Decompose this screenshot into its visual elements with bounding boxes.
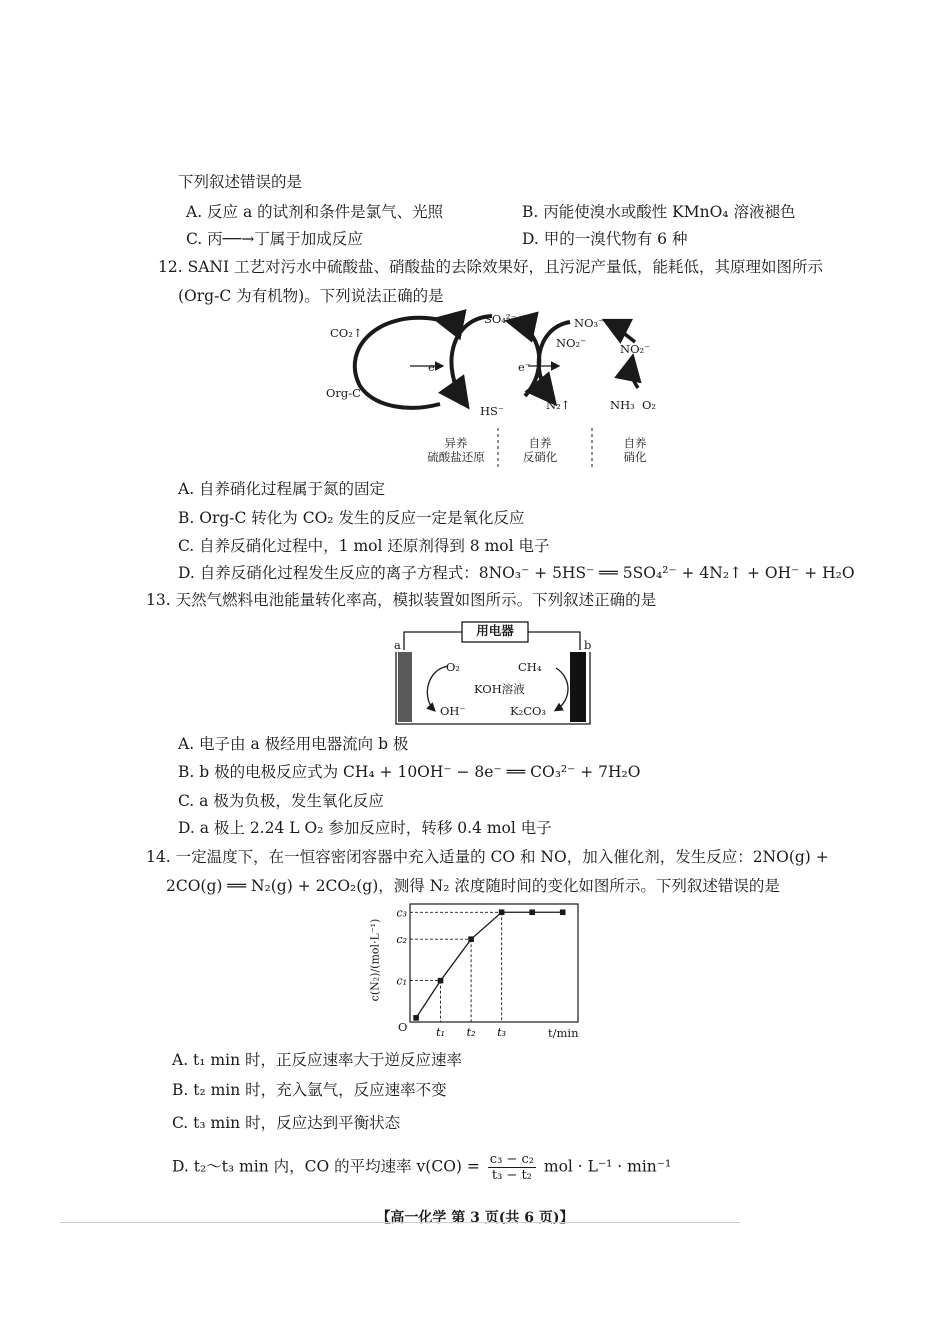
co2-label: CO₂↑ xyxy=(330,326,363,340)
x-tick-2: t₂ xyxy=(466,1026,476,1039)
region-2-label: 自养 反硝化 xyxy=(522,436,558,464)
q13-option-c: C. a 极为负极，发生氧化反应 xyxy=(178,792,384,810)
rate-fraction xyxy=(488,1152,536,1183)
q13-option-a: A. 电子由 a 极经用电器流向 b 极 xyxy=(178,735,409,753)
region-3-label: 自养 硝化 xyxy=(623,436,647,464)
o2-label: O₂ xyxy=(446,660,461,674)
q12-option-d: D. 自养反硝化过程发生反应的离子方程式：8NO₃⁻ + 5HS⁻ ══ 5SO₄²⁻ + 4N₂↑ + OH⁻ + H₂O xyxy=(178,564,855,582)
q14-option-b: B. t₂ min 时，充入氩气，反应速率不变 xyxy=(172,1081,447,1099)
chart-frame xyxy=(410,904,578,1022)
x-tick-3: t₃ xyxy=(497,1026,507,1039)
nitrite-label-1: NO₂⁻ xyxy=(556,336,587,350)
chart-svg xyxy=(378,898,593,1044)
q14-option-d-text: D. t₂～t₃ min 内，CO 的平均速率 v(CO) = xyxy=(172,1157,480,1176)
x-tick-1: t₁ xyxy=(436,1026,445,1039)
q14-option-a: A. t₁ min 时，正反应速率大于逆反应速率 xyxy=(172,1051,462,1069)
x-axis-label: t/min xyxy=(548,1026,579,1040)
footer-rule xyxy=(60,1222,740,1223)
oxygen-label: O₂ xyxy=(642,398,657,412)
k2co3-label: K₂CO₃ xyxy=(510,704,547,718)
wire-left xyxy=(404,632,462,650)
rate-denominator: t₃ − t₂ xyxy=(491,1168,532,1183)
q14-option-d xyxy=(172,1152,671,1183)
data-point-2 xyxy=(438,978,444,984)
q13-option-b: B. b 极的电极反应式为 CH₄ + 10OH⁻ − 8e⁻ ══ CO₃²⁻ + 7H₂O xyxy=(178,763,641,781)
nitrate-label: NO₃⁻ xyxy=(574,316,605,330)
origin-label: O xyxy=(398,1020,408,1034)
fuel-cell-diagram xyxy=(390,618,600,728)
nitrite-arrow xyxy=(608,322,635,342)
q13-stem: 13. 天然气燃料电池能量转化率高，模拟装置如图所示。下列叙述正确的是 xyxy=(146,591,657,609)
data-point-6 xyxy=(560,909,566,915)
sulfate-label: SO₄²⁻ xyxy=(484,312,517,326)
q13-option-d: D. a 极上 2.24 L O₂ 参加反应时，转移 0.4 mol 电子 xyxy=(178,819,552,837)
q12-option-c: C. 自养反硝化过程中，1 mol 还原剂得到 8 mol 电子 xyxy=(178,537,550,555)
series-line xyxy=(416,912,563,1018)
ch4-label: CH₄ xyxy=(518,660,542,674)
ammonia-arrow xyxy=(631,360,638,388)
rate-numerator: c₃ − c₂ xyxy=(489,1152,534,1167)
electrode-b xyxy=(570,652,586,722)
hydroxide-label: OH⁻ xyxy=(440,704,466,718)
y-tick-2: c₂ xyxy=(396,933,407,947)
y-axis-label: c(N₂)/(mol·L⁻¹) xyxy=(368,918,382,1002)
device-label: 用电器 xyxy=(476,623,514,638)
q11-option-c: C. 丙──→丁属于加成反应 xyxy=(186,230,363,248)
data-point-3 xyxy=(468,936,474,942)
q12-stem-line1: 12. SANI 工艺对污水中硫酸盐、硝酸盐的去除效果好，且污泥产量低，能耗低，其原理如图所示 xyxy=(158,258,824,276)
q12-stem-line2: (Org-C 为有机物)。下列说法正确的是 xyxy=(178,287,444,305)
ammonia-label: NH₃ xyxy=(610,398,635,412)
nitrite-label-2: NO₂⁻ xyxy=(620,342,651,356)
nitrogen-label: N₂↑ xyxy=(546,398,571,412)
y-tick-1: c₁ xyxy=(396,974,407,988)
q11-stem: 下列叙述错误的是 xyxy=(178,173,303,191)
koh-label: KOH溶液 xyxy=(474,682,525,696)
org-c-label: Org-C xyxy=(326,386,361,400)
methane-arc xyxy=(556,668,568,710)
sulfide-arc xyxy=(512,322,539,396)
q11-option-d: D. 甲的一溴代物有 6 种 xyxy=(522,230,688,248)
page-footer: 【高一化学 第 3 页(共 6 页)】 xyxy=(376,1210,574,1226)
q14-stem-line1: 14. 一定温度下，在一恒容密闭容器中充入适量的 CO 和 NO，加入催化剂，发生反应：2NO(g) + xyxy=(146,848,829,866)
wire-right xyxy=(528,632,580,650)
q14-stem-line2: 2CO(g) ══ N₂(g) + 2CO₂(g)，测得 N₂ 浓度随时间的变化如图所示。下列叙述错误的是 xyxy=(166,877,780,895)
nitrate-arc xyxy=(539,322,570,400)
q12-option-b: B. Org-C 转化为 CO₂ 发生的反应一定是氧化反应 xyxy=(178,509,525,527)
sulfate-arc xyxy=(451,316,492,403)
q12-option-a: A. 自养硝化过程属于氮的固定 xyxy=(178,480,386,498)
data-point-4 xyxy=(499,909,505,915)
sulfide-label: HS⁻ xyxy=(480,404,504,418)
q14-option-c: C. t₃ min 时，反应达到平衡状态 xyxy=(172,1114,401,1132)
electrode-b-label: b xyxy=(584,638,592,652)
sani-diagram xyxy=(320,308,680,476)
data-point-5 xyxy=(529,909,535,915)
y-tick-3: c₃ xyxy=(396,906,407,920)
electrode-a-label: a xyxy=(394,638,401,652)
electrode-a xyxy=(398,652,412,722)
rate-unit: mol · L⁻¹ · min⁻¹ xyxy=(543,1157,672,1176)
region-1-label: 异养 硫酸盐还原 xyxy=(427,436,485,464)
data-point-1 xyxy=(413,1015,419,1021)
electron-label-2: e⁻ xyxy=(518,360,531,374)
q11-option-a: A. 反应 a 的试剂和条件是氯气、光照 xyxy=(186,203,444,221)
n2-concentration-chart xyxy=(368,898,593,1044)
q11-option-b: B. 丙能使溴水或酸性 KMnO₄ 溶液褪色 xyxy=(522,203,796,221)
electron-label-1: e⁻ xyxy=(428,360,441,374)
